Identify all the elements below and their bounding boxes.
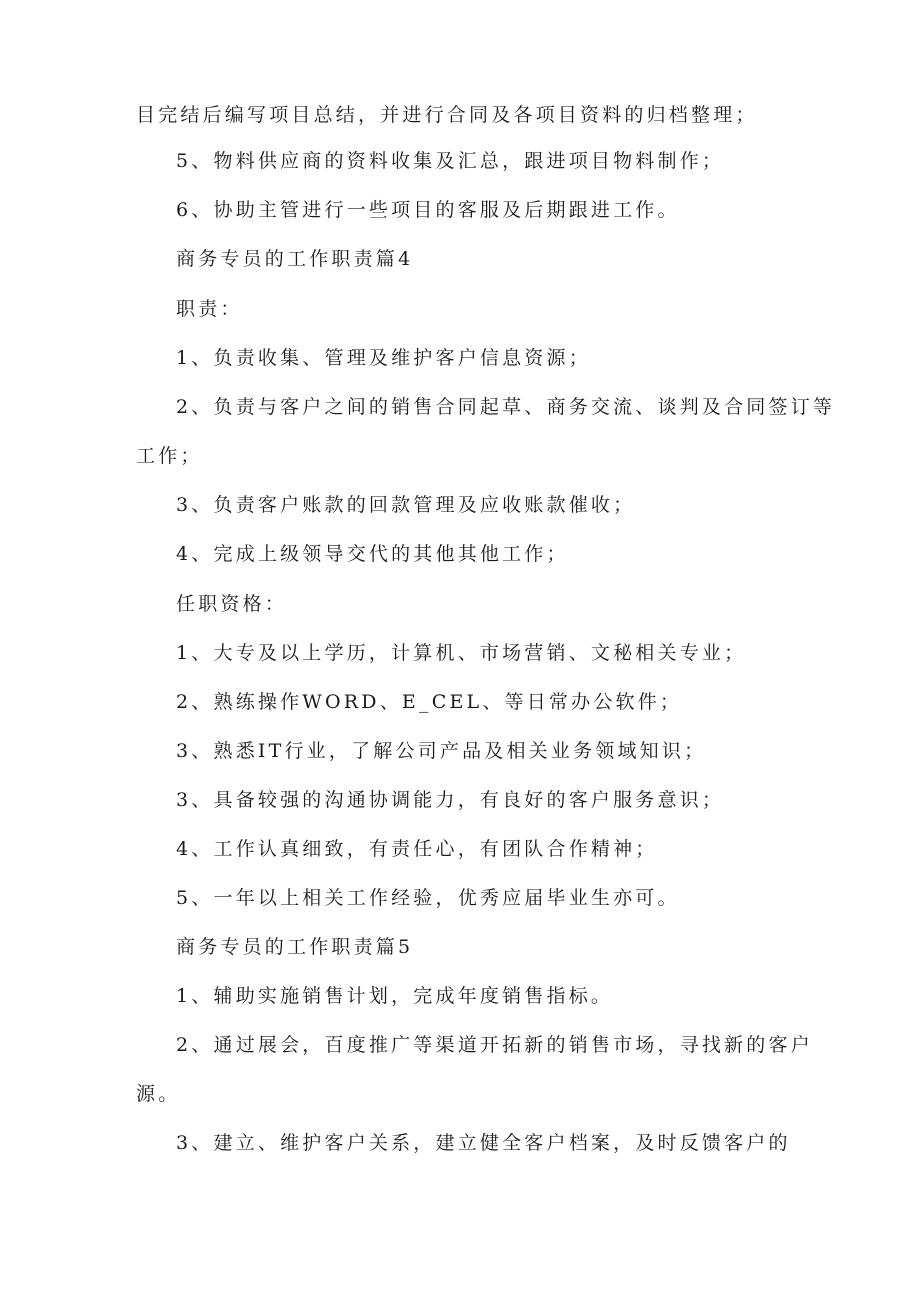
paragraph-line: 源。 <box>136 1083 181 1105</box>
list-item: 4、完成上级领导交代的其他其他工作； <box>176 543 569 565</box>
list-item: 3、具备较强的沟通协调能力，有良好的客户服务意识； <box>176 789 725 811</box>
section-heading: 商务专员的工作职责篇4 <box>176 248 414 270</box>
paragraph-line: 工作； <box>136 445 203 467</box>
list-item: 4、工作认真细致，有责任心，有团队合作精神； <box>176 838 658 860</box>
paragraph-line: 目完结后编写项目总结，并进行合同及各项目资料的归档整理； <box>136 104 758 126</box>
list-item: 1、大专及以上学历，计算机、市场营销、文秘相关专业； <box>176 642 747 664</box>
list-item: 2、负责与客户之间的销售合同起草、商务交流、谈判及合同签订等 <box>176 396 836 418</box>
list-item: 1、辅助实施销售计划，完成年度销售指标。 <box>176 985 614 1007</box>
subheading: 职责： <box>176 298 243 320</box>
list-item: 3、建立、维护客户关系，建立健全客户档案，及时反馈客户的 <box>176 1132 791 1154</box>
list-item: 6、协助主管进行一些项目的客服及后期跟进工作。 <box>176 199 680 221</box>
subheading: 任职资格： <box>176 593 288 615</box>
list-item: 2、通过展会，百度推广等渠道开拓新的销售市场，寻找新的客户 <box>176 1034 813 1056</box>
section-heading: 商务专员的工作职责篇5 <box>176 936 414 958</box>
list-item: 3、负责客户账款的回款管理及应收账款催收； <box>176 494 636 516</box>
list-item: 5、一年以上相关工作经验，优秀应届毕业生亦可。 <box>176 887 680 909</box>
list-item: 2、熟练操作WORD、E_CEL、等日常办公软件； <box>176 691 683 713</box>
list-item: 5、物料供应商的资料收集及汇总，跟进项目物料制作； <box>176 150 725 172</box>
list-item: 1、负责收集、管理及维护客户信息资源； <box>176 347 591 369</box>
list-item: 3、熟悉IT行业，了解公司产品及相关业务领域知识； <box>176 740 707 762</box>
